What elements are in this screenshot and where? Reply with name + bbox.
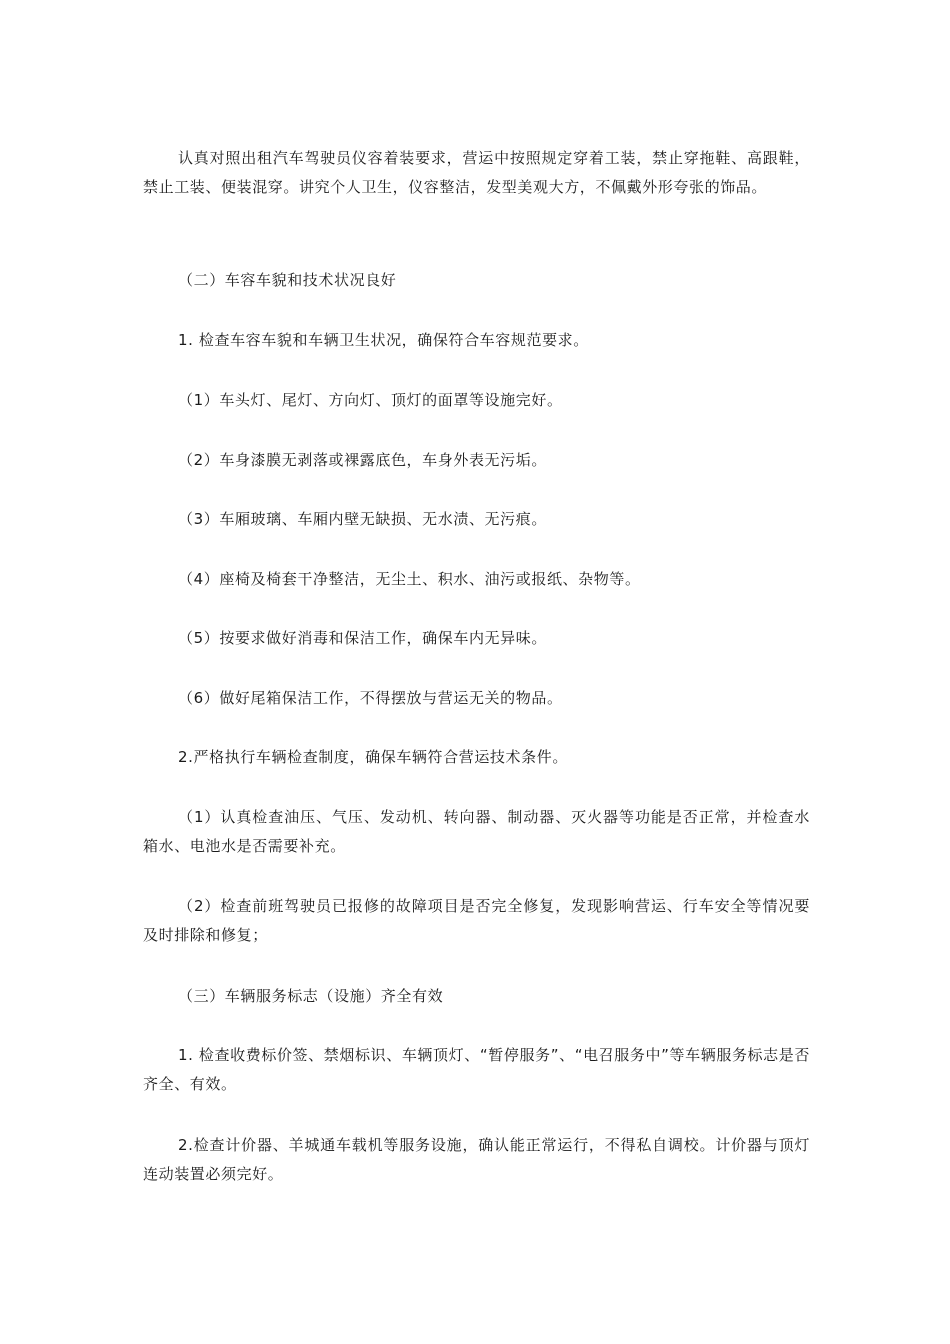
sub-item-4: （4）座椅及椅套干净整洁，无尘土、积水、油污或报纸、杂物等。: [178, 570, 641, 588]
paragraph-dress-code: 认真对照出租汽车驾驶员仪容着装要求，营运中按照规定穿着工装，禁止穿拖鞋、高跟鞋，禁止工装、便装混穿。讲究个人卫生，仪容整洁，发型美观大方，不佩戴外形夸张的饰品。: [143, 149, 810, 196]
item-1-heading: 1. 检查车容车貌和车辆卫生状况，确保符合车容规范要求。: [178, 331, 589, 349]
item-3-1: 1. 检查收费标价签、禁烟标识、车辆顶灯、“暂停服务”、“电召服务中”等车辆服务标志是否齐全、有效。: [143, 1046, 810, 1093]
section-heading-2: （二）车容车貌和技术状况良好: [178, 271, 397, 289]
sub-item-1: （1）车头灯、尾灯、方向灯、顶灯的面罩等设施完好。: [178, 391, 563, 409]
sub-item-check-1: （1）认真检查油压、气压、发动机、转向器、制动器、灭火器等功能是否正常，并检查水箱水、电池水是否需要补充。: [143, 808, 810, 855]
sub-item-3: （3）车厢玻璃、车厢内壁无缺损、无水渍、无污痕。: [178, 510, 547, 528]
item-2-heading: 2.严格执行车辆检查制度，确保车辆符合营运技术条件。: [178, 748, 568, 766]
sub-item-check-2: （2）检查前班驾驶员已报修的故障项目是否完全修复，发现影响营运、行车安全等情况要及时排除和修复；: [143, 897, 810, 944]
sub-item-2: （2）车身漆膜无剥落或裸露底色，车身外表无污垢。: [178, 451, 547, 469]
item-3-2: 2.检查计价器、羊城通车载机等服务设施，确认能正常运行，不得私自调校。计价器与顶灯连动装置必须完好。: [143, 1136, 810, 1183]
section-heading-3: （三）车辆服务标志（设施）齐全有效: [178, 987, 444, 1005]
sub-item-5: （5）按要求做好消毒和保洁工作，确保车内无异味。: [178, 629, 547, 647]
sub-item-6: （6）做好尾箱保洁工作，不得摆放与营运无关的物品。: [178, 689, 563, 707]
